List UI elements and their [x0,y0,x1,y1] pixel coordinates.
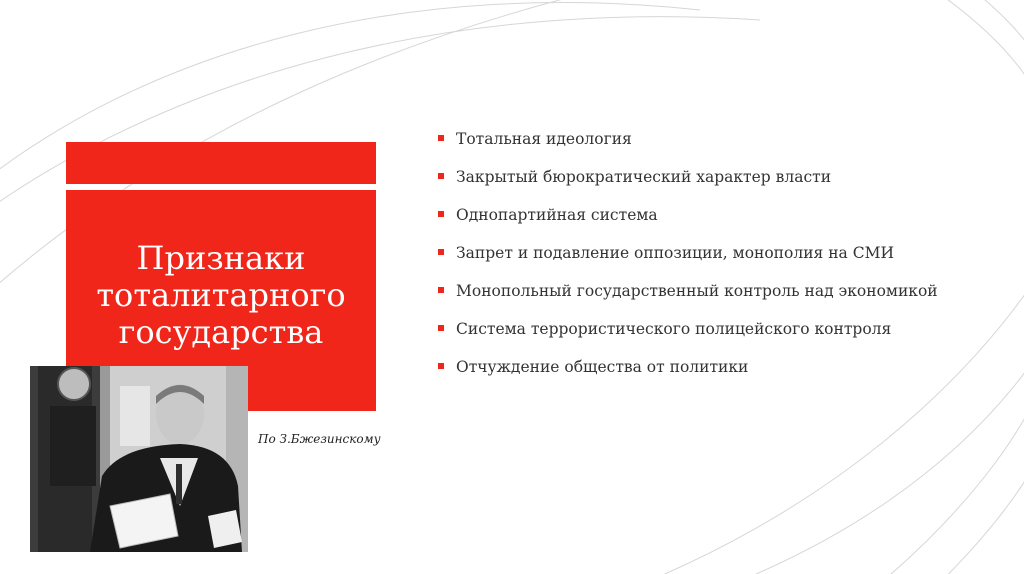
bullet-square-icon [438,287,444,293]
list-item-text: Тотальная идеология [456,130,632,148]
list-item [436,126,956,152]
list-item-text: Отчуждение общества от политики [456,358,749,376]
list-item-text: Закрытый бюрократический характер власти [456,168,832,186]
list-item [436,354,956,380]
list-item [436,164,956,190]
list-item-text: Монопольный государственный контроль над экономикой [456,282,938,300]
attribution-caption: По З.Бжезинскому [258,432,381,446]
bullet-square-icon [438,363,444,369]
list-item-text: Запрет и подавление оппозиции, монополия на СМИ [456,244,894,262]
bullet-square-icon [438,325,444,331]
portrait-photo [30,366,248,552]
title-line-1: Признаки [136,239,306,277]
slide-title [66,240,376,351]
list-item [436,202,956,228]
bullet-square-icon [438,249,444,255]
list-item-text: Однопартийная система [456,206,658,224]
list-item [436,240,956,266]
list-item [436,316,956,342]
title-line-2: тоталитарного [96,276,346,314]
list-item [436,278,956,304]
accent-strip [66,142,376,184]
bullet-square-icon [438,211,444,217]
bullet-square-icon [438,135,444,141]
feature-list [436,126,956,392]
title-line-3: государства [118,313,324,351]
list-item-text: Система террористического полицейского контроля [456,320,892,338]
bullet-square-icon [438,173,444,179]
